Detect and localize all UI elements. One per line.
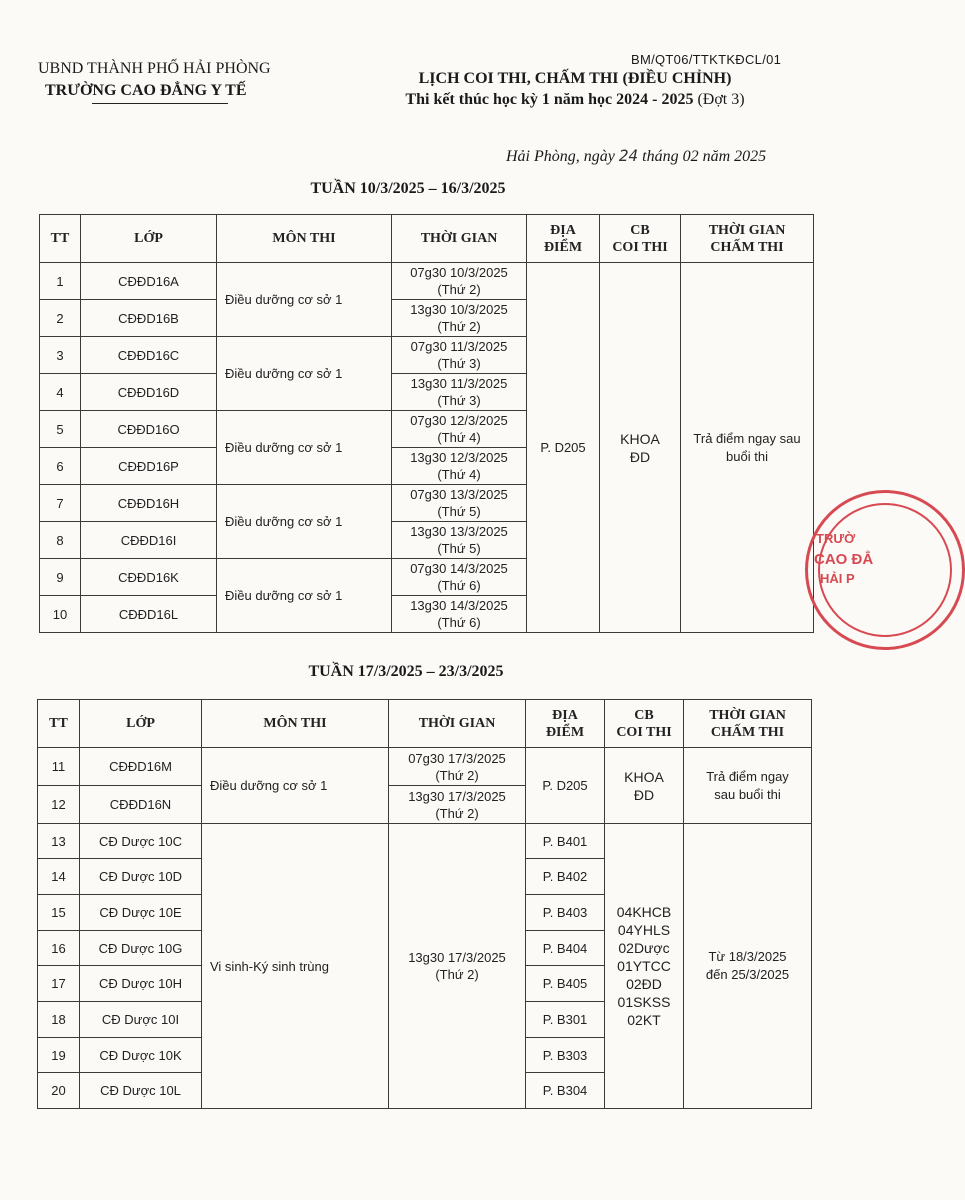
row-time: 07g30 10/3/2025 (Thứ 2)	[392, 263, 527, 300]
row-tt: 8	[40, 522, 81, 559]
row-time: 07g30 11/3/2025 (Thứ 3)	[392, 337, 527, 374]
groupB-proctors	[605, 824, 684, 1109]
row-class: CĐ Dược 10H	[80, 966, 202, 1002]
row-tt: 6	[40, 448, 81, 485]
row-class: CĐ Dược 10K	[80, 1038, 202, 1073]
col-grading: THỜI GIAN CHẤM THI	[681, 215, 814, 263]
proctor-unit: 04KHCB	[616, 904, 672, 920]
row-time: 13g30 12/3/2025 (Thứ 4)	[392, 448, 527, 485]
row-time: 07g30 13/3/2025 (Thứ 5)	[392, 485, 527, 522]
seal-inner-ring	[818, 503, 952, 637]
row-tt: 18	[38, 1002, 80, 1038]
seal-text-1: TRƯỜ	[816, 531, 856, 546]
col-proctor: CB COI THI	[605, 700, 684, 748]
proctor-unit: 02Dược	[618, 940, 670, 956]
groupB-grading: Từ 18/3/2025 đến 25/3/2025	[684, 824, 812, 1109]
row-tt: 11	[38, 748, 80, 786]
row-tt: 17	[38, 966, 80, 1002]
form-code: BM/QT06/TTKTKĐCL/01	[631, 52, 782, 67]
date-suffix: tháng 02 năm 2025	[642, 148, 767, 165]
row-time: 13g30 17/3/2025 (Thứ 2)	[389, 786, 526, 824]
subtitle-main: Thi kết thúc học kỳ 1 năm học 2024 - 2025	[405, 91, 694, 108]
week1-table	[39, 214, 814, 633]
row-tt: 19	[38, 1038, 80, 1073]
col-location: ĐỊA ĐIỂM	[526, 700, 605, 748]
document-title: LỊCH COI THI, CHẤM THI (ĐIỀU CHỈNH)	[418, 70, 732, 87]
row-location: P. B304	[526, 1073, 605, 1109]
row-tt: 16	[38, 931, 80, 966]
row-time: 13g30 13/3/2025 (Thứ 5)	[392, 522, 527, 559]
week2-title: TUẦN 17/3/2025 – 23/3/2025	[308, 663, 504, 680]
row-class: CĐ Dược 10I	[80, 1002, 202, 1038]
row-tt: 5	[40, 411, 81, 448]
row-tt: 13	[38, 824, 80, 859]
week2-header-row	[38, 700, 812, 748]
row-tt: 12	[38, 786, 80, 824]
col-tt: TT	[40, 215, 81, 263]
proctor-unit: 01SKSS	[617, 994, 671, 1010]
row-time: 13g30 10/3/2025 (Thứ 2)	[392, 300, 527, 337]
row-location: P. B402	[526, 859, 605, 895]
row-subject: Điều dưỡng cơ sở 1	[202, 748, 389, 824]
row-tt: 9	[40, 559, 81, 596]
row-class: CĐ Dược 10L	[80, 1073, 202, 1109]
row-class: CĐ Dược 10C	[80, 824, 202, 859]
row-class: CĐ Dược 10G	[80, 931, 202, 966]
date-prefix: Hải Phòng, ngày	[506, 148, 615, 165]
col-class: LỚP	[81, 215, 217, 263]
row-subject: Điều dưỡng cơ sở 1	[217, 411, 392, 485]
groupB-time: 13g30 17/3/2025 (Thứ 2)	[389, 824, 526, 1109]
row-tt: 2	[40, 300, 81, 337]
row-class: CĐĐD16N	[80, 786, 202, 824]
col-grading: THỜI GIAN CHẤM THI	[684, 700, 812, 748]
row-location: P. B404	[526, 931, 605, 966]
groupA-proctor: KHOA ĐD	[605, 748, 684, 824]
col-proctor: CB COI THI	[600, 215, 681, 263]
row-location: P. B303	[526, 1038, 605, 1073]
proctor-unit: 02KT	[627, 1012, 661, 1028]
col-tt: TT	[38, 700, 80, 748]
row-subject: Điều dưỡng cơ sở 1	[217, 559, 392, 633]
row-tt: 7	[40, 485, 81, 522]
week1-location: P. D205	[527, 263, 600, 633]
week1-header-row	[40, 215, 814, 263]
col-subject: MÔN THI	[217, 215, 392, 263]
row-time: 13g30 11/3/2025 (Thứ 3)	[392, 374, 527, 411]
row-tt: 10	[40, 596, 81, 633]
date-line	[506, 146, 766, 166]
row-class: CĐĐD16M	[80, 748, 202, 786]
row-class: CĐĐD16A	[81, 263, 217, 300]
row-class: CĐĐD16B	[81, 300, 217, 337]
row-tt: 14	[38, 859, 80, 895]
groupA-grading: Trả điểm ngay sau buổi thi	[684, 748, 812, 824]
row-class: CĐĐD16O	[81, 411, 217, 448]
table-row	[40, 263, 814, 300]
proctor-unit: 04YHLS	[617, 922, 671, 938]
row-tt: 4	[40, 374, 81, 411]
row-class: CĐĐD16K	[81, 559, 217, 596]
col-class: LỚP	[80, 700, 202, 748]
org-school: TRƯỜNG CAO ĐẲNG Y TẾ	[45, 82, 247, 99]
week1-grading: Trả điểm ngay sau buổi thi	[681, 263, 814, 633]
week1-title: TUẦN 10/3/2025 – 16/3/2025	[310, 180, 506, 197]
row-time: 07g30 17/3/2025 (Thứ 2)	[389, 748, 526, 786]
row-subject: Điều dưỡng cơ sở 1	[217, 263, 392, 337]
row-class: CĐĐD16C	[81, 337, 217, 374]
row-class: CĐ Dược 10E	[80, 895, 202, 931]
row-tt: 15	[38, 895, 80, 931]
table-row	[38, 748, 812, 786]
row-tt: 3	[40, 337, 81, 374]
row-class: CĐĐD16I	[81, 522, 217, 559]
seal-text-2: CAO ĐẲ	[814, 551, 874, 568]
row-time: 07g30 14/3/2025 (Thứ 6)	[392, 559, 527, 596]
row-location: P. B401	[526, 824, 605, 859]
row-class: CĐĐD16D	[81, 374, 217, 411]
week2-table	[37, 699, 812, 1109]
row-location: P. B405	[526, 966, 605, 1002]
document-subtitle	[345, 91, 805, 109]
row-class: CĐĐD16H	[81, 485, 217, 522]
groupB-subject: Vi sinh-Ký sinh trùng	[202, 824, 389, 1109]
row-tt: 20	[38, 1073, 80, 1109]
row-subject: Điều dưỡng cơ sở 1	[217, 337, 392, 411]
row-class: CĐ Dược 10D	[80, 859, 202, 895]
col-time: THỜI GIAN	[389, 700, 526, 748]
org-parent: UBND THÀNH PHỐ HẢI PHÒNG	[38, 60, 271, 77]
proctor-unit: 02ĐD	[626, 976, 662, 992]
col-subject: MÔN THI	[202, 700, 389, 748]
row-time: 13g30 14/3/2025 (Thứ 6)	[392, 596, 527, 633]
row-class: CĐĐD16L	[81, 596, 217, 633]
col-location: ĐỊA ĐIỂM	[527, 215, 600, 263]
week1-proctor: KHOA ĐD	[600, 263, 681, 633]
proctor-unit: 01YTCC	[617, 958, 671, 974]
row-time: 07g30 12/3/2025 (Thứ 4)	[392, 411, 527, 448]
row-location: P. B301	[526, 1002, 605, 1038]
date-day: 24	[618, 146, 639, 165]
row-location: P. B403	[526, 895, 605, 931]
official-seal	[805, 490, 965, 650]
groupA-location: P. D205	[526, 748, 605, 824]
row-tt: 1	[40, 263, 81, 300]
subtitle-batch: (Đợt 3)	[693, 91, 745, 108]
seal-text-3: HẢI P	[820, 571, 855, 586]
org-underline	[92, 103, 228, 104]
row-class: CĐĐD16P	[81, 448, 217, 485]
row-subject: Điều dưỡng cơ sở 1	[217, 485, 392, 559]
table-row	[38, 824, 812, 859]
col-time: THỜI GIAN	[392, 215, 527, 263]
